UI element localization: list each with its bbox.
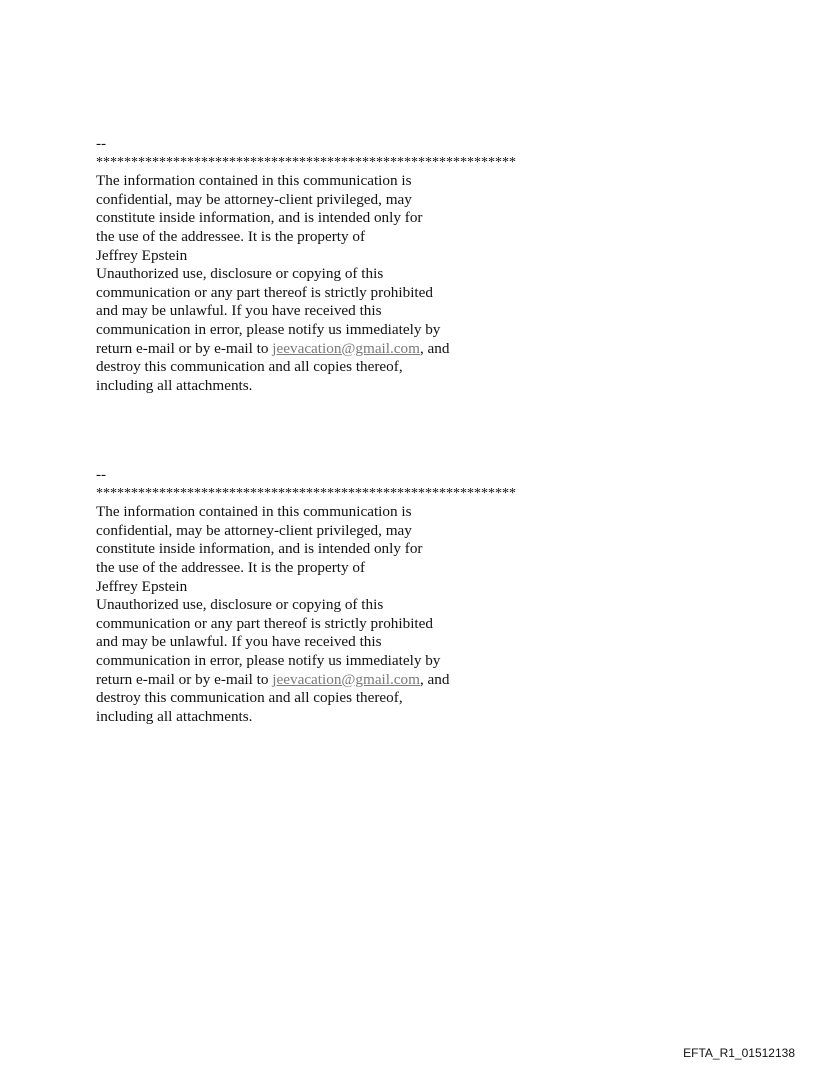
disclaimer-block: [96, 135, 656, 395]
disclaimer-line: communication or any part thereof is strictly prohibited: [96, 614, 433, 632]
disclaimer-line: and may be unlawful. If you have received this: [96, 302, 382, 320]
document-id: EFTA_R1_01512138: [683, 1046, 795, 1060]
email-prefix: return e-mail or by e-mail to: [96, 339, 273, 357]
disclaimer-line: The information contained in this communication is: [96, 172, 412, 190]
disclaimer-line: communication or any part thereof is strictly prohibited: [96, 283, 433, 301]
disclaimer-line: Unauthorized use, disclosure or copying of this: [96, 596, 384, 614]
disclaimer-line: destroy this communication and all copies thereof,: [96, 358, 403, 376]
separator-dashes: --: [96, 135, 107, 152]
disclaimer-line: the use of the addressee. It is the property of: [96, 558, 366, 576]
disclaimer-line: constitute inside information, and is intended only for: [96, 540, 423, 558]
disclaimer-line: including all attachments.: [96, 376, 253, 394]
disclaimer-line: Jeffrey Epstein: [96, 246, 188, 264]
separator-stars: ************************************************************: [96, 154, 516, 170]
email-link[interactable]: jeevacation@gmail.com: [272, 670, 420, 688]
disclaimer-email-line: [96, 340, 656, 359]
disclaimer-line: confidential, may be attorney-client privileged, may: [96, 521, 412, 539]
disclaimer-line: Unauthorized use, disclosure or copying of this: [96, 265, 384, 283]
disclaimer-block: [96, 466, 656, 726]
disclaimer-line: destroy this communication and all copies thereof,: [96, 689, 403, 707]
separator-stars: ************************************************************: [96, 485, 516, 501]
separator-dashes: --: [96, 466, 107, 483]
disclaimer-line: confidential, may be attorney-client privileged, may: [96, 190, 412, 208]
disclaimer-line: communication in error, please notify us immediately by: [96, 651, 441, 669]
disclaimer-line: including all attachments.: [96, 707, 253, 725]
disclaimer-line: the use of the addressee. It is the property of: [96, 227, 366, 245]
disclaimer-line: communication in error, please notify us immediately by: [96, 320, 441, 338]
email-suffix: , and: [419, 339, 450, 357]
disclaimer-line: The information contained in this communication is: [96, 503, 412, 521]
email-suffix: , and: [419, 670, 450, 688]
disclaimer-line: and may be unlawful. If you have received this: [96, 633, 382, 651]
email-prefix: return e-mail or by e-mail to: [96, 670, 273, 688]
disclaimer-email-line: [96, 671, 656, 690]
disclaimer-line: constitute inside information, and is intended only for: [96, 209, 423, 227]
disclaimer-line: Jeffrey Epstein: [96, 577, 188, 595]
email-link[interactable]: jeevacation@gmail.com: [272, 339, 420, 357]
